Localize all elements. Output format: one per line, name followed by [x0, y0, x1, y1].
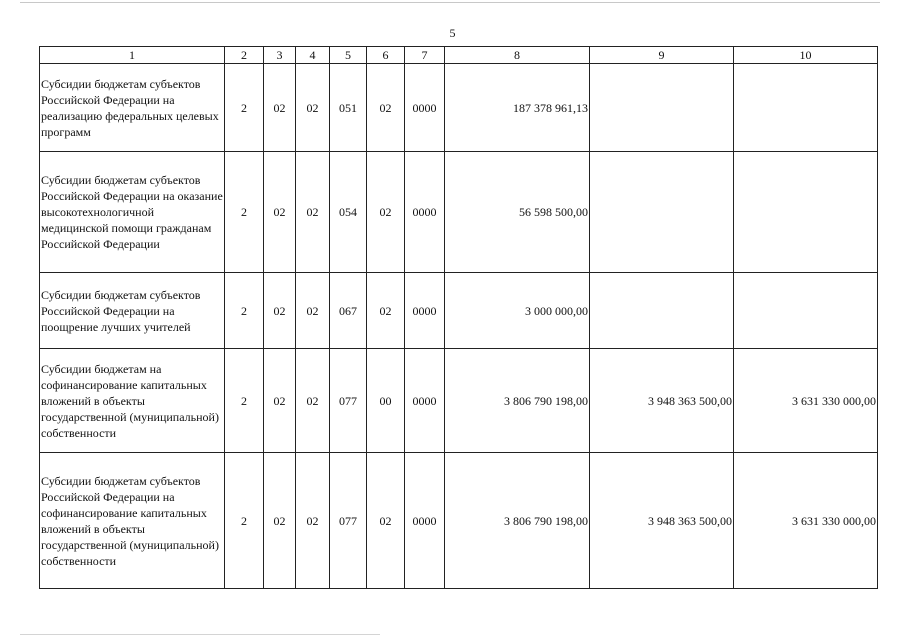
amount-cell: [590, 64, 734, 152]
amount-cell: 3 806 790 198,00: [445, 453, 590, 589]
table-row: [40, 273, 878, 349]
amount-cell: 3 806 790 198,00: [445, 349, 590, 453]
code-cell: 02: [296, 349, 330, 453]
amount-cell: [734, 64, 878, 152]
column-header: 4: [296, 47, 330, 64]
code-cell: 02: [367, 152, 405, 273]
row-description: Субсидии бюджетам субъектов Российской Федерации на оказание высокотехнологичной медицинской помощи гражданам Российской Федерации: [40, 152, 225, 273]
code-cell: 02: [264, 349, 296, 453]
code-cell: 077: [330, 349, 367, 453]
code-cell: 02: [264, 453, 296, 589]
amount-cell: 3 631 330 000,00: [734, 349, 878, 453]
table-header-row: [40, 47, 878, 64]
row-description: Субсидии бюджетам на софинансирование капитальных вложений в объекты государственной (муниципальной) собственности: [40, 349, 225, 453]
amount-cell: 3 000 000,00: [445, 273, 590, 349]
page-number: 5: [449, 26, 456, 40]
code-cell: 02: [264, 152, 296, 273]
amount-cell: [734, 152, 878, 273]
row-description: Субсидии бюджетам субъектов Российской Федерации на реализацию федеральных целевых программ: [40, 64, 225, 152]
table-row: [40, 152, 878, 273]
column-header: 1: [40, 47, 225, 64]
amount-cell: 56 598 500,00: [445, 152, 590, 273]
code-cell: 0000: [405, 349, 445, 453]
code-cell: 02: [264, 273, 296, 349]
code-cell: 02: [296, 152, 330, 273]
code-cell: 051: [330, 64, 367, 152]
code-cell: 00: [367, 349, 405, 453]
code-cell: 2: [225, 64, 264, 152]
code-cell: 054: [330, 152, 367, 273]
column-header: 3: [264, 47, 296, 64]
code-cell: 067: [330, 273, 367, 349]
column-header: 10: [734, 47, 878, 64]
code-cell: 0000: [405, 453, 445, 589]
column-header: 7: [405, 47, 445, 64]
column-header: 8: [445, 47, 590, 64]
table-row: [40, 349, 878, 453]
amount-cell: 3 948 363 500,00: [590, 453, 734, 589]
code-cell: 02: [367, 273, 405, 349]
amount-cell: [590, 152, 734, 273]
code-cell: 2: [225, 273, 264, 349]
column-header: 2: [225, 47, 264, 64]
amount-cell: [734, 273, 878, 349]
column-header: 5: [330, 47, 367, 64]
code-cell: 2: [225, 152, 264, 273]
code-cell: 02: [296, 64, 330, 152]
amount-cell: 3 631 330 000,00: [734, 453, 878, 589]
code-cell: 02: [367, 64, 405, 152]
code-cell: 2: [225, 349, 264, 453]
code-cell: 02: [296, 453, 330, 589]
amount-cell: 3 948 363 500,00: [590, 349, 734, 453]
column-header: 9: [590, 47, 734, 64]
code-cell: 077: [330, 453, 367, 589]
amount-cell: 187 378 961,13: [445, 64, 590, 152]
code-cell: 2: [225, 453, 264, 589]
amount-cell: [590, 273, 734, 349]
code-cell: 02: [367, 453, 405, 589]
code-cell: 02: [264, 64, 296, 152]
row-description: Субсидии бюджетам субъектов Российской Федерации на софинансирование капитальных вложений в объекты государственной (муниципальной) собственности: [40, 453, 225, 589]
column-header: 6: [367, 47, 405, 64]
row-description: Субсидии бюджетам субъектов Российской Федерации на поощрение лучших учителей: [40, 273, 225, 349]
table-row: [40, 453, 878, 589]
code-cell: 0000: [405, 273, 445, 349]
budget-table: [39, 46, 878, 589]
table-row: [40, 64, 878, 152]
code-cell: 0000: [405, 152, 445, 273]
code-cell: 02: [296, 273, 330, 349]
scan-edge-top: [20, 2, 880, 3]
scan-edge-bottom: [20, 634, 380, 635]
code-cell: 0000: [405, 64, 445, 152]
